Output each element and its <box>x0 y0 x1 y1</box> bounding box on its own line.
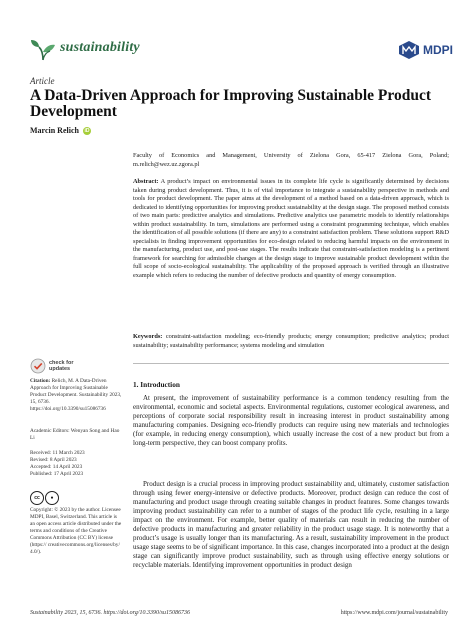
published-date: Published: 17 April 2023 <box>30 471 84 477</box>
abstract <box>133 178 449 280</box>
author-row <box>30 126 91 135</box>
body-paragraph: Product design is a crucial process in improving product sustainability and, ultimately, customer satisfaction through using fewer energy-intensive or defective products. Moreover, product design can reduce the cost of manufacturing and product usage through creating suitable changes in product features. Some changes towards improving product sustainability can refer to a number of stages of the product life cycle, resulting in a large impact on the environment. For example, better quality of materials can result in reducing the number of defective products in manufacturing and greater reliability in the product usage stage. It is noteworthy that a product’s usage is usually longer than its manufacturing. As a result, sustainability improvement in the product usage stage seems to be of significant importance. In this case, changes incorporated into a product at the design stage can significantly improve product sustainability, such as through using effective energy solutions or recyclable materials. Identifying improvement opportunities in product design <box>133 480 449 569</box>
section-divider <box>133 363 449 364</box>
copyright-notice: Copyright: © 2023 by the author. Licensee MDPI, Basel, Switzerland. This article is an open access article distributed under the terms and conditions of the Creative Commons Attribution (CC BY) license (https:// creativecommons.org/licenses/by/ 4.0/). <box>30 507 122 555</box>
article-title: A Data-Driven Approach for Improving Sustainable Product Development <box>30 87 432 120</box>
footer-citation: Sustainability 2023, 15, 6736. https://doi.org/10.3390/su15086736 <box>30 610 190 616</box>
check-updates-line2: updates <box>49 366 71 372</box>
abstract-text: A product’s impact on environmental issues in its complete life cycle is significantly determined by decisions taken during product development. Thus, it is of vital importance to integrate a sustainability perspective in methods and tools for product development. The paper aims at the development of a method based on a data-driven approach, which is dedicated to identifying opportunities for improving product sustainability at the design stage. The proposed method consists of two main parts: predictive analytics and simulations. Predictive analytics use parametric models to identify relationships within product sustainability. In turn, simulations are performed using a constraint programming technique, which enables the identification of all possible solutions (if there are any) to a constraint satisfaction problem. These solutions support R&D specialists in finding improvement opportunities for eco-design related to reducing harmful impacts on the environment in the manufacturing, product use, and post-use stages. The results indicate that constraint-satisfaction modeling is a pertinent framework for searching for admissible changes at the design stage to improve sustainable product development within the full scope of socio-ecological sustainability. The applicability of the proposed approach is verified through an illustrative example which refers to reducing the number of defective products and quantity of energy consumption. <box>133 178 449 279</box>
check-updates-label <box>49 360 73 372</box>
keywords-label: Keywords: <box>133 333 163 340</box>
citation-text: Relich, M. A Data-Driven Approach for Improving Sustainable Product Development. Sustainability 2023, 15, 6736. https://doi.org/10.3390/su15086736 <box>30 378 122 412</box>
accepted-date: Accepted: 14 April 2023 <box>30 464 83 470</box>
check-updates-button[interactable] <box>30 358 73 374</box>
article-dates <box>30 450 122 478</box>
orcid-icon[interactable]: iD <box>84 127 90 134</box>
journal-name: sustainability <box>60 40 140 55</box>
citation-label: Citation: <box>30 378 51 384</box>
author-name: Marcin Relich <box>30 126 79 135</box>
check-updates-line1: check for <box>49 360 74 366</box>
revised-date: Revised: 8 April 2023 <box>30 457 77 463</box>
section-heading: 1. Introduction <box>133 380 180 389</box>
affiliation: Faculty of Economics and Management, University of Zielona Gora, 65-417 Zielona Gora, Poland; m.relich@wez.uz.zgora.pl <box>133 152 449 168</box>
mdpi-badge-icon <box>398 40 420 60</box>
publisher-name: MDPI <box>423 43 453 57</box>
keywords-text: constraint-satisfaction modeling; eco-friendly products; energy consumption; predictive analytics; product sustainability; sustainability performance; systems modeling and simulation <box>133 333 450 349</box>
citation <box>30 378 122 413</box>
keywords <box>133 333 449 350</box>
received-date: Received: 11 March 2023 <box>30 450 85 456</box>
article-type: Article <box>30 76 55 86</box>
body-paragraph: At present, the improvement of sustainability performance is a common tendency resulting from the environmental, economic and societal aspects. Environmental regulations, customer ecological awareness, and perceptions of corporate social responsibility result in increasing interest in product sustainability among manufacturing companies. Designing eco-friendly products can require using new materials and technologies (for example, in reducing energy consumption), which usually increase the cost of a new product but from a long-term perspective, they can boost company profits. <box>133 394 449 447</box>
cc-icon: cc <box>30 491 44 505</box>
footer-journal-link[interactable]: https://www.mdpi.com/journal/sustainability <box>340 610 448 616</box>
by-icon: ● <box>45 491 59 505</box>
abstract-label: Abstract: <box>133 178 159 185</box>
leaf-sprout-icon <box>30 38 56 62</box>
academic-editors: Academic Editors: Wenyan Song and Hao Li <box>30 428 120 441</box>
publisher-logo <box>398 40 453 60</box>
check-updates-icon <box>30 358 46 374</box>
cc-by-license-icon[interactable] <box>30 491 70 505</box>
